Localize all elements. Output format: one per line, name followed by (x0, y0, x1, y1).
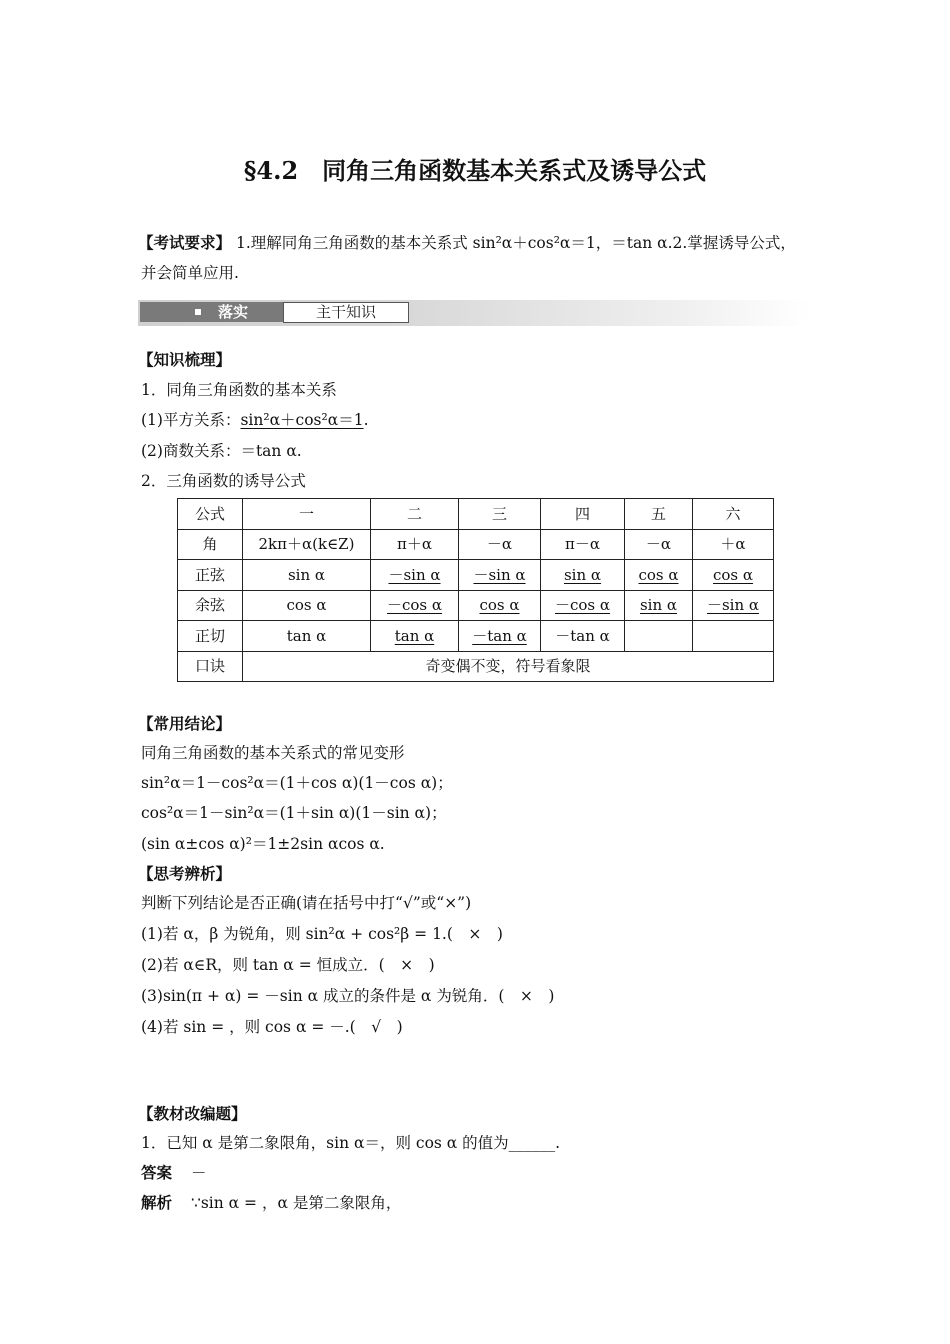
quotient-relation: (2)商数关系：＝tan α. (141, 442, 302, 460)
think-question-3: (3)sin(π + α) = －sin α 成立的条件是 α 为锐角．( × ) (141, 987, 555, 1005)
table-cell: －α (459, 529, 541, 560)
square-relation-period: . (363, 411, 369, 429)
table-header-cell: 六 (693, 499, 774, 530)
table-cell: 正切 (178, 621, 243, 652)
table-cell (625, 621, 693, 652)
table-cell: 口诀 (178, 651, 243, 682)
table-header-cell: 四 (541, 499, 625, 530)
table-cell: ＋α (693, 529, 774, 560)
table-cell: 正弦 (178, 560, 243, 591)
table-cell: π－α (541, 529, 625, 560)
table-cell (371, 621, 459, 652)
section-band (138, 288, 810, 328)
textbook-heading: 【教材改编题】 (138, 1104, 247, 1123)
table-answer: sin α (563, 565, 602, 584)
table-row-sine (178, 560, 774, 591)
knowledge-heading: 【知识梳理】 (138, 350, 232, 369)
table-header-cell: 公式 (178, 499, 243, 530)
table-cell (625, 560, 693, 591)
square-relation (141, 410, 369, 430)
page-title: §4.2 同角三角函数基本关系式及诱导公式 (243, 156, 707, 185)
table-cell: 2kπ＋α(k∈Z) (243, 529, 371, 560)
table-cell (693, 560, 774, 591)
table-answer: －sin α (473, 565, 526, 584)
table-cell (459, 560, 541, 591)
square-bullet-icon (195, 309, 201, 315)
table-header-row (178, 499, 774, 530)
table-cell: 余弦 (178, 590, 243, 621)
table-row-angle (178, 529, 774, 560)
think-question-1: (1)若 α，β 为锐角，则 sin²α + cos²β = 1.( × ) (141, 925, 503, 943)
table-cell (541, 590, 625, 621)
table-header-cell: 二 (371, 499, 459, 530)
table-mnemonic: 奇变偶不变，符号看象限 (243, 651, 774, 682)
table-cell (371, 590, 459, 621)
exam-requirements-text: 1.理解同角三角函数的基本关系式 sin²α＋cos²α＝1，＝tan α.2.掌握诱导公式， (235, 234, 796, 252)
exam-requirements-label: 【考试要求】 (138, 233, 232, 252)
table-answer: cos α (479, 596, 520, 615)
table-cell: π＋α (371, 529, 459, 560)
table-cell: 角 (178, 529, 243, 560)
table-answer: tan α (394, 626, 435, 645)
table-cell (459, 590, 541, 621)
think-question-4: (4)若 sin = ，则 cos α = －.( √ ) (141, 1018, 403, 1036)
band-dark-text: 落实 (218, 303, 249, 321)
square-relation-label: (1)平方关系： (141, 411, 241, 429)
think-question-2: (2)若 α∈R，则 tan α = 恒成立．( × ) (141, 956, 435, 974)
analysis-text: ∵sin α = ，α 是第二象限角， (190, 1194, 402, 1212)
common-heading: 【常用结论】 (138, 714, 232, 733)
common-formula-2: cos²α＝1－sin²α＝(1＋sin α)(1－sin α)； (141, 804, 447, 822)
table-answer: －sin α (388, 565, 441, 584)
table-answer: cos α (638, 565, 679, 584)
answer-line (141, 1163, 206, 1183)
table-cell (459, 621, 541, 652)
table-answer: －cos α (554, 596, 611, 615)
table-cell (371, 560, 459, 591)
table-cell (625, 590, 693, 621)
table-cell: cos α (243, 590, 371, 621)
answer-value: － (190, 1164, 207, 1182)
table-cell: sin α (243, 560, 371, 591)
table-row-cosine (178, 590, 774, 621)
table-cell (693, 590, 774, 621)
table-cell: tan α (243, 621, 371, 652)
common-formula-3: (sin α±cos α)²＝1±2sin αcos α. (141, 835, 385, 853)
induction-formula-table (177, 498, 774, 682)
table-row-mnemonic (178, 651, 774, 682)
square-relation-formula: sin²α＋cos²α＝1 (240, 411, 364, 429)
table-cell: －α (625, 529, 693, 560)
common-intro: 同角三角函数的基本关系式的常见变形 (141, 744, 405, 762)
textbook-question-1: 1．已知 α 是第二象限角，sin α＝，则 cos α 的值为______. (141, 1134, 561, 1152)
think-heading: 【思考辨析】 (138, 864, 232, 883)
think-intro: 判断下列结论是否正确(请在括号中打“√”或“×”) (141, 894, 472, 912)
band-dark-label (140, 302, 283, 322)
common-formula-1: sin²α＝1－cos²α＝(1＋cos α)(1－cos α)； (141, 774, 453, 792)
exam-requirements (138, 233, 796, 253)
table-answer: －sin α (706, 596, 760, 615)
table-cell: －tan α (541, 621, 625, 652)
table-cell (693, 621, 774, 652)
answer-label: 答案 (141, 1163, 173, 1182)
knowledge-item1: 1．同角三角函数的基本关系 (141, 381, 337, 399)
table-header-cell: 五 (625, 499, 693, 530)
analysis-line (141, 1193, 401, 1213)
table-answer: －tan α (472, 626, 527, 645)
knowledge-item2: 2．三角函数的诱导公式 (141, 472, 306, 490)
analysis-label: 解析 (141, 1193, 173, 1212)
table-header-cell: 一 (243, 499, 371, 530)
band-light-label: 主干知识 (283, 302, 409, 323)
table-answer: cos α (712, 565, 754, 584)
table-answer: sin α (639, 596, 678, 615)
table-row-tangent (178, 621, 774, 652)
table-header-cell: 三 (459, 499, 541, 530)
exam-requirements-line2: 并会简单应用. (141, 264, 239, 282)
table-answer: －cos α (386, 596, 443, 615)
table-cell (541, 560, 625, 591)
